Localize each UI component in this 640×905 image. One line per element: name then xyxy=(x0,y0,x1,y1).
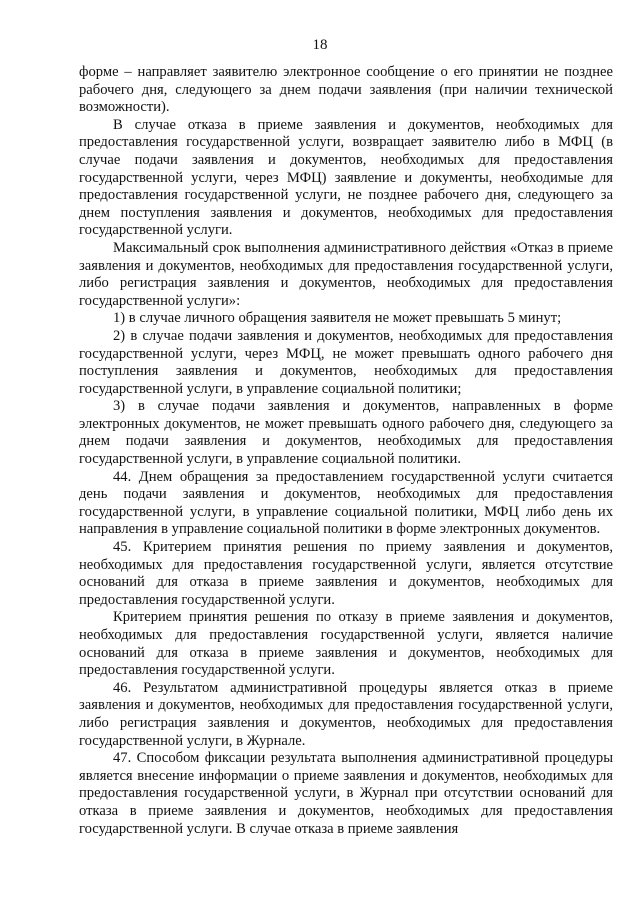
paragraph-47: 47. Способом фиксации результата выполнения административной процедуры является внесение информации о приеме заявления и документов, необходимых для предоставления государственной услуги, в Журнал при отсутствии оснований для отказа в приеме заявления и документов, необходимых для предоставления государственной услуги. В случае отказа в приеме заявления xyxy=(79,750,613,837)
list-item-1: 1) в случае личного обращения заявителя не может превышать 5 минут; xyxy=(113,310,562,327)
body-text xyxy=(79,64,613,838)
paragraph-45: 45. Критерием принятия решения по приему заявления и документов, необходимых для предоставления государственной услуги, является отсутствие оснований для отказа в приеме заявления и документов, необходимых для предоставления государственной услуги. xyxy=(79,539,613,608)
paragraph-45-refusal-criterion: Критерием принятия решения по отказу в приеме заявления и документов, необходимых для предоставления государственной услуги, является наличие оснований для отказа в приеме заявления и документов, необходимых для предоставления государственной услуги. xyxy=(79,609,613,679)
list-item-3: 3) в случае подачи заявления и документов, направленных в форме электронных документов, не может превышать одного рабочего дня, следующего за днем подачи заявления и документов, необходимых для предоставления государственной услуги, в управление социальной политики. xyxy=(79,398,613,468)
paragraph-46: 46. Результатом административной процедуры является отказ в приеме заявления и документов, необходимых для предоставления государственной услуги, либо регистрация заявления и документов, необходимых для предоставления государственной услуги, в Журнале. xyxy=(79,679,613,749)
page-number: 18 xyxy=(312,37,328,53)
paragraph-max-term: Максимальный срок выполнения административного действия «Отказ в приеме заявления и документов, необходимых для предоставления государственной услуги, либо регистрация заявления и документов, необходимых для предоставления государственной услуги»: xyxy=(79,239,613,309)
paragraph-refusal-return: В случае отказа в приеме заявления и документов, необходимых для предоставления государственной услуги, возвращает заявителю либо в МФЦ (в случае подачи заявления и документов, необходимых для предоставления государственной услуги, через МФЦ) заявление и документы, необходимые для предоставления государственной услуги, не позднее рабочего дня, следующего за днем поступления заявления и документов, необходимых для предоставления государственной услуги. xyxy=(79,116,613,239)
paragraph-continuation: форме – направляет заявителю электронное сообщение о его принятии не позднее рабочего дня, следующего за днем подачи заявления (при наличии технической возможности). xyxy=(79,64,613,116)
paragraph-44: 44. Днем обращения за предоставлением государственной услуги считается день подачи заявления и документов, необходимых для предоставления государственной услуги, в управление социальной политики, МФЦ либо день их направления в управление социальной политики в форме электронных документов. xyxy=(79,468,613,538)
list-item-2: 2) в случае подачи заявления и документов, необходимых для предоставления государственной услуги, через МФЦ, не может превышать одного рабочего дня поступления заявления и документов, необходимых для предоставления государственной услуги, в управление социальной политики; xyxy=(79,327,613,397)
